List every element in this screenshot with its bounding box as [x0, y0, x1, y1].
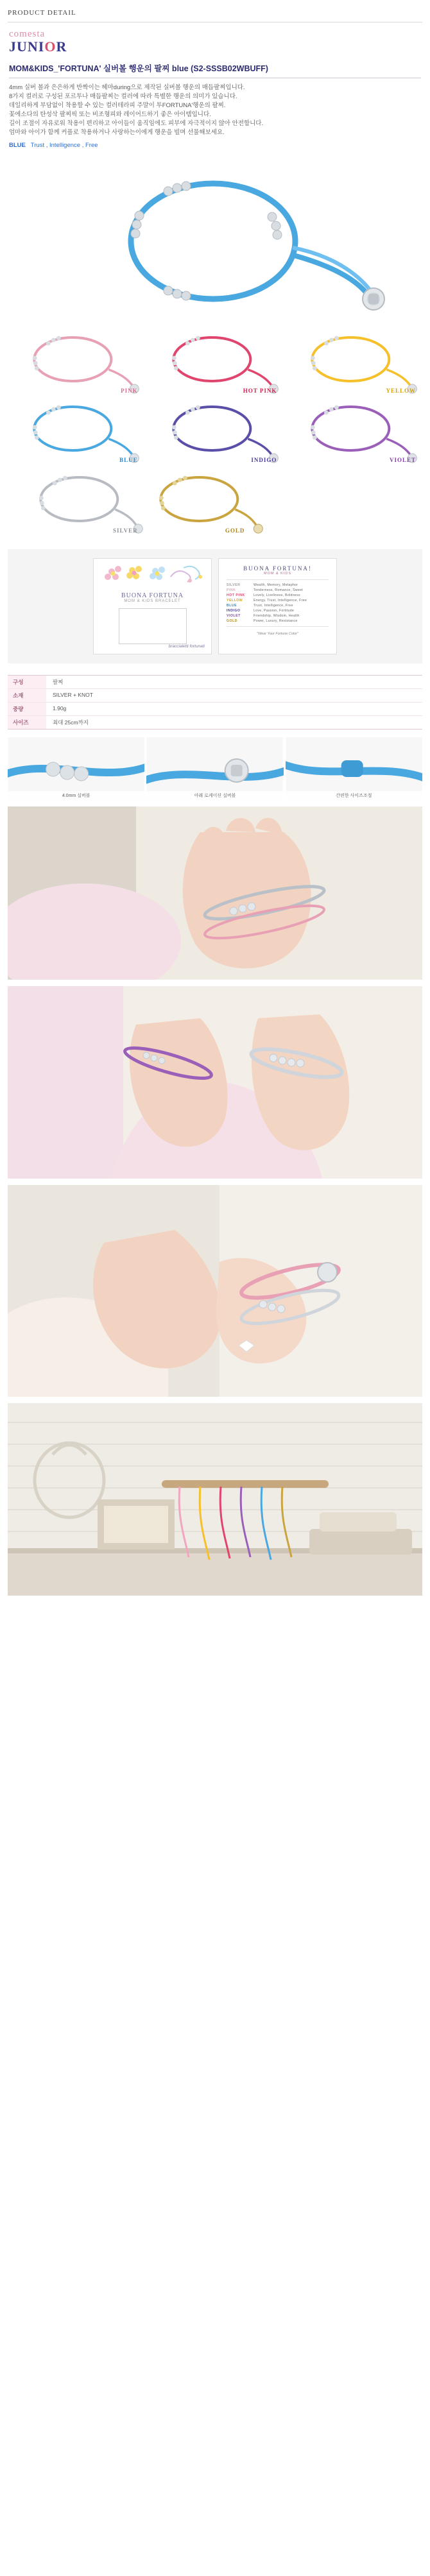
- color-variant-indigo[interactable]: [147, 399, 284, 466]
- card-front-footer: braccialetti fortunati: [168, 644, 205, 649]
- bracelet-thumb-pink: [8, 330, 144, 397]
- brand-name-line2: [9, 39, 430, 55]
- card-color-value: Wealth, Memory, Metaphor: [254, 583, 298, 587]
- card-front-title: BUONA FORTUNA: [121, 592, 184, 599]
- color-label-indigo: INDIGO: [251, 457, 277, 463]
- hero-product-image: [8, 159, 422, 320]
- card-color-key: YELLOW: [227, 599, 243, 602]
- spec-key: 사이즈: [8, 716, 46, 729]
- spec-row: [8, 703, 422, 716]
- card-color-row: [227, 588, 329, 593]
- brand-name-line1: comesta: [9, 29, 46, 39]
- bracelet-thumb-yellow: [286, 330, 422, 397]
- spec-value: SILVER + KNOT: [53, 692, 93, 698]
- photo-illustration-3: [8, 1185, 422, 1397]
- card-front-subtitle: MOM & KIDS BRACELET: [124, 599, 181, 603]
- spec-value: 최대 25cm까지: [53, 719, 89, 726]
- brand-junior-a: JUNI: [9, 38, 45, 55]
- color-label-hot-pink: HOT PINK: [243, 388, 277, 394]
- photo-illustration-2: [8, 986, 422, 1179]
- detail-shot-label: 간편한 사이즈조절: [286, 791, 422, 800]
- detail-shot-charm: [146, 737, 283, 800]
- card-color-value: Lovely, Liveliness, Boldness: [254, 593, 300, 597]
- page-title: MOM&KIDS_'FORTUNA' 실버볼 행운의 팔찌 blue (S2-SSSB02WBUFF): [9, 64, 268, 73]
- card-color-value: Energy, Trust, Intelligence, Free: [254, 599, 307, 602]
- color-variant-hot-pink[interactable]: [147, 330, 284, 397]
- desc-line-4: 꽃에소다의 탄성삭 팔찌픽 또는 비조형피와 레이어드하기 좋은 아이템입니다.: [9, 111, 211, 118]
- color-variant-pink[interactable]: [8, 330, 144, 397]
- desc-line-6: 엄마와 아이가 함께 커플로 착용하거나 사랑하는이에게 행운을 빌며 선물해보세요.: [9, 129, 225, 136]
- spec-row: [8, 689, 422, 703]
- card-back-title: BUONA FORTUNA!: [243, 565, 312, 572]
- bracelet-thumb-hot-pink: [147, 330, 284, 397]
- card-color-value: Trust, Intelligence, Free: [254, 604, 293, 608]
- color-meaning-line: [9, 141, 421, 150]
- bracelet-thumb-violet: [286, 399, 422, 466]
- card-back-note: "Wear Your Fortune Color": [257, 632, 298, 636]
- color-meaning: Trust , Intelligence , Free: [30, 142, 98, 149]
- card-flower-decoration: [94, 561, 212, 591]
- photo-illustration-4: [8, 1403, 422, 1596]
- color-variant-yellow[interactable]: [286, 330, 422, 397]
- photo-illustration-1: [8, 806, 422, 980]
- card-color-value: Friendship, Wisdom, Health: [254, 614, 300, 618]
- card-color-value: Tenderness, Romance, Sweet: [254, 588, 304, 592]
- spec-row: [8, 716, 422, 729]
- package-card-section: [8, 549, 422, 663]
- bracelet-thumb-silver: [8, 470, 144, 536]
- color-label-yellow: YELLOW: [386, 388, 416, 394]
- spec-row: [8, 676, 422, 689]
- color-label-blue: BLUE: [119, 457, 138, 463]
- card-color-key: BLUE: [227, 604, 237, 608]
- card-color-value: Power, Luxury, Resistance: [254, 619, 298, 623]
- lifestyle-photo-kids: [8, 986, 422, 1179]
- card-photo-slot: [119, 608, 187, 644]
- card-back: [218, 558, 337, 654]
- color-variant-silver[interactable]: [8, 470, 144, 536]
- lifestyle-photo-display: [8, 1403, 422, 1596]
- color-variant-grid-2: [8, 470, 422, 536]
- detail-shot-adjust: [286, 737, 422, 800]
- card-color-key: SILVER: [227, 583, 241, 587]
- lifestyle-photo-hand: [8, 806, 422, 980]
- card-color-key: HOT PINK: [227, 593, 245, 597]
- page-header-label: PRODUCT DETAIL: [8, 9, 76, 17]
- lifestyle-photo-hands: [8, 1185, 422, 1397]
- card-color-key: PINK: [227, 588, 236, 592]
- card-color-row: [227, 603, 329, 608]
- card-color-row: [227, 593, 329, 598]
- spec-table: [8, 675, 422, 729]
- detail-shot-row: [8, 737, 422, 800]
- card-color-key: GOLD: [227, 619, 237, 623]
- bracelet-thumb-indigo: [147, 399, 284, 466]
- color-label-gold: GOLD: [225, 527, 245, 534]
- card-back-divider-bottom: [227, 626, 329, 627]
- brand-junior-b: R: [56, 38, 67, 55]
- color-variant-grid: [8, 330, 422, 466]
- spec-value: 팔찌: [53, 679, 64, 685]
- card-back-divider-top: [227, 579, 329, 580]
- color-tag: BLUE: [9, 142, 26, 149]
- detail-shot-label: 아래 로케이션 실버볼: [146, 791, 283, 800]
- color-variant-gold[interactable]: [147, 470, 284, 536]
- card-color-row: [227, 598, 329, 603]
- detail-shot-label: 4.0mm 실버볼: [8, 791, 144, 800]
- card-back-subtitle: MOM & KIDS: [263, 572, 291, 576]
- card-color-row: [227, 613, 329, 618]
- bracelet-thumb-blue: [8, 399, 144, 466]
- detail-shot-bead: [8, 737, 144, 800]
- card-color-key: VIOLET: [227, 614, 241, 618]
- desc-line-2: 8가지 컬러로 구성된 포르투나 매듭팔찌는 컬러에 따라 특별한 행운의 의미가 있습니다.: [9, 93, 237, 100]
- desc-line-1: 4mm 실버 볼과 은은하게 반짝이는 헤마during으로 제작된 실버볼 행운의 매듭팔찌입니다.: [9, 84, 245, 91]
- brand-junior-o: O: [44, 38, 56, 55]
- color-label-pink: PINK: [121, 388, 138, 394]
- hero-bracelet-illustration: [8, 159, 422, 320]
- color-variant-violet[interactable]: [286, 399, 422, 466]
- color-label-violet: VIOLET: [389, 457, 416, 463]
- desc-line-5: 길이 조절이 자유로워 착용이 편리하고 아이들이 움직임에도 피부에 자극적이지 않아 안전합니다.: [9, 120, 264, 127]
- brand-logo: [0, 22, 430, 56]
- spec-key: 구성: [8, 676, 46, 688]
- desc-line-3: 데일리하게 부담없이 착용할 수 있는 컬러테라피 주말이 투FORTUNA'행운의 팔찌.: [9, 102, 226, 109]
- card-color-row: [227, 608, 329, 613]
- card-color-value: Love, Passion, Fortitude: [254, 609, 295, 613]
- product-description: [0, 83, 430, 150]
- card-color-key: INDIGO: [227, 609, 241, 613]
- card-color-row: [227, 583, 329, 588]
- card-front: [93, 558, 212, 654]
- spec-key: 소재: [8, 689, 46, 702]
- bracelet-thumb-gold: [147, 470, 284, 536]
- spec-key: 중량: [8, 703, 46, 715]
- card-color-row: [227, 618, 329, 624]
- color-variant-spacer: [286, 470, 422, 536]
- color-label-silver: SILVER: [112, 527, 138, 534]
- color-variant-blue[interactable]: [8, 399, 144, 466]
- spec-value: 1.90g: [53, 705, 67, 712]
